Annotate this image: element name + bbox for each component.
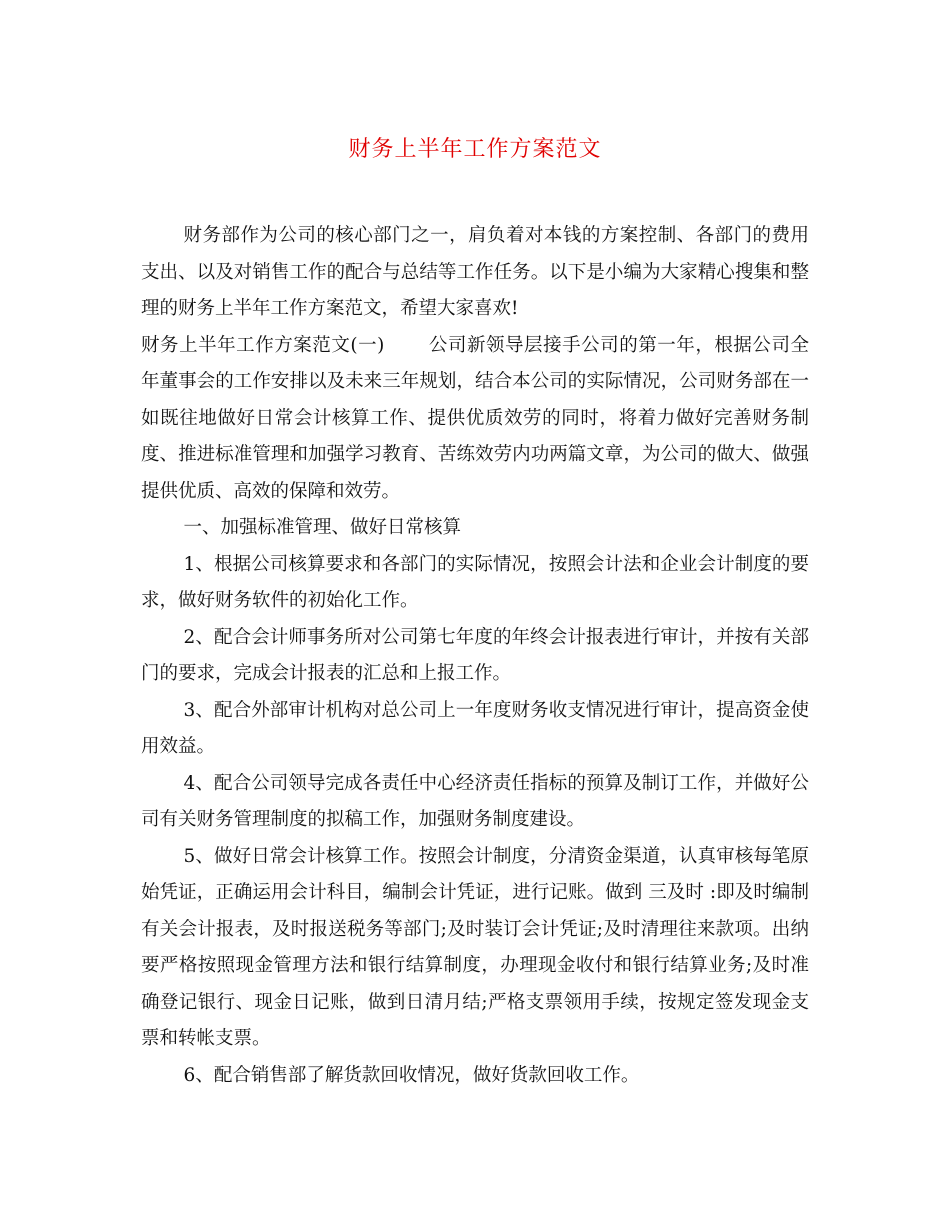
document-title: 财务上半年工作方案范文 [348, 137, 602, 162]
list-item-2: 2、配合会计师事务所对公司第七年度的年终会计报表进行审计，并按有关部门的要求，完成会计报表的汇总和上报工作。 [141, 626, 809, 684]
list-item-4: 4、配合公司领导完成各责任中心经济责任指标的预算及制订工作，并做好公司有关财务管理制度的拟稿工作，加强财务制度建设。 [141, 772, 809, 830]
section-text: 公司新领导层接手公司的第一年，根据公司全年董事会的工作安排以及未来三年规划，结合本公司的实际情况，公司财务部在一如既往地做好日常会计核算工作、提供优质效劳的同时，将着力做好完善财务制度、推进标准管理和加强学习教育、苦练效劳内功两篇文章，为公司的做大、做强提供优质、高效的保障和效劳。 [141, 334, 809, 502]
section-label: 财务上半年工作方案范文(一) [141, 334, 385, 356]
section-heading-1: 一、加强标准管理、做好日常核算 [183, 517, 462, 538]
section-paragraph [141, 328, 809, 511]
list-item-3: 3、配合外部审计机构对总公司上一年度财务收支情况进行审计，提高资金使用效益。 [141, 699, 809, 757]
intro-paragraph: 财务部作为公司的核心部门之一，肩负着对本钱的方案控制、各部门的费用支出、以及对销售工作的配合与总结等工作任务。以下是小编为大家精心搜集和整理的财务上半年工作方案范文，希望大家喜欢! [141, 225, 809, 319]
document-body [141, 218, 809, 1094]
list-item-6: 6、配合销售部了解货款回收情况，做好货款回收工作。 [183, 1064, 640, 1086]
list-item-1: 1、根据公司核算要求和各部门的实际情况，按照会计法和企业会计制度的要求，做好财务软件的初始化工作。 [141, 553, 809, 611]
list-item-5: 5、做好日常会计核算工作。按照会计制度，分清资金渠道，认真审核每笔原始凭证，正确运用会计科目，编制会计凭证，进行记账。做到 三及时 :即及时编制有关会计报表，及时报送税务等部门;及时装订会计凭证;及时清理往来款项。出纳要严格按照现金管理方法和银行结算制度，办理现金收付和银行结算业务;及时准确登记银行、现金日记账，做到日清月结;严格支票领用手续，按规定签发现金支票和转帐支票。 [141, 845, 809, 1049]
